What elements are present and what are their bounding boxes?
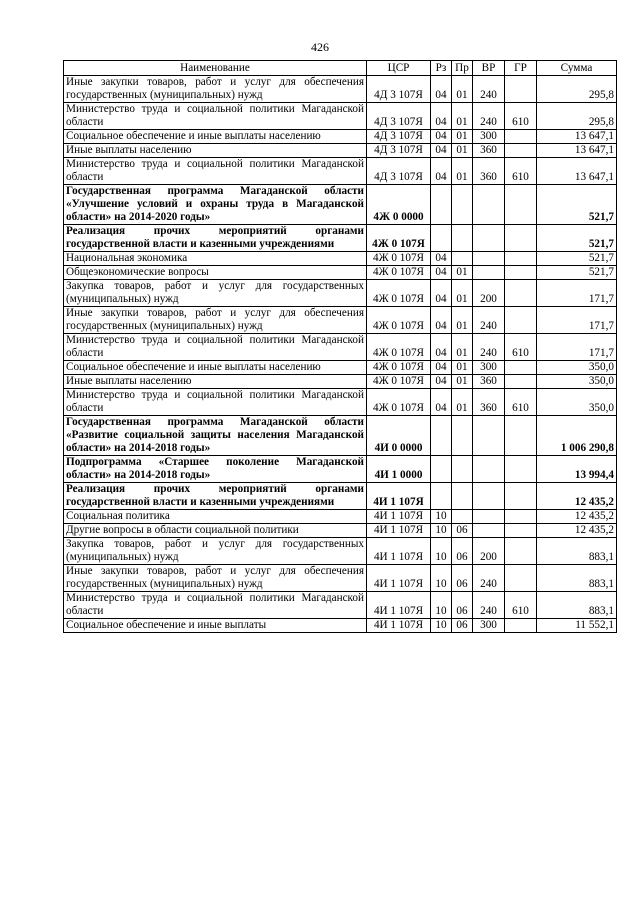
cell-rz: 04	[431, 266, 452, 280]
cell-rz: 04	[431, 158, 452, 185]
table-row	[64, 361, 617, 375]
table-row	[64, 76, 617, 103]
cell-pr: 01	[452, 307, 473, 334]
cell-name: Иные закупки товаров, работ и услуг для обеспечения государственных (муниципальных) нужд	[64, 76, 367, 103]
table-row	[64, 158, 617, 185]
cell-name: Социальное обеспечение и иные выплаты населению	[64, 361, 367, 375]
cell-rz: 04	[431, 130, 452, 144]
cell-rz: 04	[431, 252, 452, 266]
cell-name: Иные закупки товаров, работ и услуг для обеспечения государственных (муниципальных) нужд	[64, 565, 367, 592]
table-row	[64, 225, 617, 252]
cell-name: Министерство труда и социальной политики Магаданской области	[64, 389, 367, 416]
cell-sum: 521,7	[537, 266, 617, 280]
cell-name: Министерство труда и социальной политики Магаданской области	[64, 158, 367, 185]
table-row	[64, 510, 617, 524]
cell-rz: 04	[431, 76, 452, 103]
cell-gr	[505, 307, 537, 334]
cell-gr	[505, 144, 537, 158]
header-name: Наименование	[64, 61, 367, 76]
cell-name: Социальное обеспечение и иные выплаты населению	[64, 130, 367, 144]
cell-rz: 10	[431, 565, 452, 592]
header-gr: ГР	[505, 61, 537, 76]
cell-csr: 4Ж 0 107Я	[367, 361, 431, 375]
cell-vr	[473, 266, 505, 280]
cell-csr: 4Д 3 107Я	[367, 144, 431, 158]
table-row	[64, 103, 617, 130]
cell-csr: 4Ж 0 107Я	[367, 225, 431, 252]
cell-sum: 12 435,2	[537, 510, 617, 524]
cell-vr	[473, 416, 505, 456]
cell-sum: 171,7	[537, 334, 617, 361]
cell-sum: 883,1	[537, 565, 617, 592]
cell-pr: 06	[452, 565, 473, 592]
cell-csr: 4И 1 107Я	[367, 510, 431, 524]
cell-csr: 4И 1 107Я	[367, 483, 431, 510]
cell-name: Общеэкономические вопросы	[64, 266, 367, 280]
cell-gr	[505, 619, 537, 633]
cell-rz: 04	[431, 103, 452, 130]
cell-gr: 610	[505, 592, 537, 619]
cell-sum: 12 435,2	[537, 524, 617, 538]
cell-sum: 171,7	[537, 307, 617, 334]
cell-gr: 610	[505, 334, 537, 361]
table-row	[64, 280, 617, 307]
table-row	[64, 389, 617, 416]
cell-gr	[505, 185, 537, 225]
cell-sum: 350,0	[537, 389, 617, 416]
cell-csr: 4И 1 107Я	[367, 592, 431, 619]
cell-rz: 04	[431, 389, 452, 416]
table-row	[64, 334, 617, 361]
cell-pr: 01	[452, 334, 473, 361]
cell-csr: 4И 1 107Я	[367, 524, 431, 538]
cell-rz	[431, 456, 452, 483]
cell-sum: 350,0	[537, 375, 617, 389]
cell-pr: 06	[452, 538, 473, 565]
cell-csr: 4Ж 0 107Я	[367, 334, 431, 361]
cell-pr: 06	[452, 524, 473, 538]
table-row	[64, 252, 617, 266]
cell-sum: 13 647,1	[537, 130, 617, 144]
cell-rz	[431, 185, 452, 225]
cell-vr: 360	[473, 144, 505, 158]
cell-csr: 4И 1 107Я	[367, 565, 431, 592]
cell-gr	[505, 565, 537, 592]
cell-name: Другие вопросы в области социальной политики	[64, 524, 367, 538]
cell-name: Социальная политика	[64, 510, 367, 524]
cell-pr	[452, 225, 473, 252]
cell-name: Государственная программа Магаданской области «Улучшение условий и охраны труда в Магаданской области» на 2014-2020 годы»	[64, 185, 367, 225]
cell-name: Министерство труда и социальной политики Магаданской области	[64, 103, 367, 130]
cell-sum: 295,8	[537, 76, 617, 103]
cell-sum: 350,0	[537, 361, 617, 375]
cell-rz: 10	[431, 510, 452, 524]
cell-csr: 4Ж 0 107Я	[367, 389, 431, 416]
cell-rz: 04	[431, 144, 452, 158]
cell-rz: 10	[431, 524, 452, 538]
cell-csr: 4Ж 0 107Я	[367, 252, 431, 266]
cell-name: Министерство труда и социальной политики Магаданской области	[64, 334, 367, 361]
table-row	[64, 592, 617, 619]
cell-pr: 01	[452, 76, 473, 103]
cell-pr: 01	[452, 361, 473, 375]
cell-gr	[505, 538, 537, 565]
cell-pr: 01	[452, 158, 473, 185]
cell-gr	[505, 416, 537, 456]
cell-sum: 295,8	[537, 103, 617, 130]
cell-gr	[505, 361, 537, 375]
cell-pr: 01	[452, 266, 473, 280]
cell-gr	[505, 76, 537, 103]
header-sum: Сумма	[537, 61, 617, 76]
cell-name: Закупка товаров, работ и услуг для государственных (муниципальных) нужд	[64, 538, 367, 565]
cell-vr: 200	[473, 538, 505, 565]
cell-gr	[505, 225, 537, 252]
cell-vr	[473, 185, 505, 225]
cell-sum: 13 647,1	[537, 144, 617, 158]
cell-pr: 01	[452, 130, 473, 144]
cell-vr: 360	[473, 158, 505, 185]
cell-pr	[452, 456, 473, 483]
page-number: 426	[311, 40, 329, 54]
table-row	[64, 456, 617, 483]
cell-name: Закупка товаров, работ и услуг для государственных (муниципальных) нужд	[64, 280, 367, 307]
cell-sum: 13 647,1	[537, 158, 617, 185]
cell-rz	[431, 225, 452, 252]
cell-csr: 4Ж 0 107Я	[367, 307, 431, 334]
cell-vr: 300	[473, 361, 505, 375]
cell-gr	[505, 280, 537, 307]
cell-csr: 4Ж 0 107Я	[367, 266, 431, 280]
cell-rz: 04	[431, 361, 452, 375]
cell-pr	[452, 510, 473, 524]
cell-pr: 06	[452, 592, 473, 619]
table-row	[64, 565, 617, 592]
cell-rz	[431, 483, 452, 510]
cell-sum: 13 994,4	[537, 456, 617, 483]
cell-name: Социальное обеспечение и иные выплаты	[64, 619, 367, 633]
header-pr: Пр	[452, 61, 473, 76]
header-csr: ЦСР	[367, 61, 431, 76]
cell-name: Государственная программа Магаданской области «Развитие социальной защиты населения Магаданской области» на 2014-2018 годы»	[64, 416, 367, 456]
cell-pr: 01	[452, 280, 473, 307]
cell-csr: 4И 1 107Я	[367, 538, 431, 565]
cell-gr	[505, 375, 537, 389]
header-vr: ВР	[473, 61, 505, 76]
cell-pr	[452, 252, 473, 266]
cell-csr: 4И 0 0000	[367, 416, 431, 456]
cell-vr	[473, 456, 505, 483]
cell-vr: 200	[473, 280, 505, 307]
cell-vr: 240	[473, 565, 505, 592]
cell-vr: 240	[473, 592, 505, 619]
cell-rz	[431, 416, 452, 456]
cell-pr	[452, 483, 473, 510]
cell-gr	[505, 456, 537, 483]
table-row	[64, 130, 617, 144]
cell-gr: 610	[505, 389, 537, 416]
cell-sum: 521,7	[537, 185, 617, 225]
cell-name: Министерство труда и социальной политики Магаданской области	[64, 592, 367, 619]
table-row	[64, 375, 617, 389]
cell-gr: 610	[505, 158, 537, 185]
cell-gr	[505, 483, 537, 510]
cell-pr: 01	[452, 389, 473, 416]
table-row	[64, 144, 617, 158]
cell-vr	[473, 483, 505, 510]
header-rz: Рз	[431, 61, 452, 76]
cell-sum: 11 552,1	[537, 619, 617, 633]
cell-csr: 4И 1 107Я	[367, 619, 431, 633]
cell-sum: 12 435,2	[537, 483, 617, 510]
cell-sum: 171,7	[537, 280, 617, 307]
cell-vr: 240	[473, 76, 505, 103]
cell-pr: 01	[452, 375, 473, 389]
cell-csr: 4Ж 0 107Я	[367, 280, 431, 307]
cell-gr	[505, 524, 537, 538]
table-header-row	[64, 61, 617, 76]
table-row	[64, 266, 617, 280]
cell-pr	[452, 185, 473, 225]
cell-pr	[452, 416, 473, 456]
budget-table	[63, 60, 617, 633]
table-row	[64, 416, 617, 456]
table-row	[64, 619, 617, 633]
cell-name: Иные выплаты населению	[64, 144, 367, 158]
cell-rz: 10	[431, 538, 452, 565]
cell-csr: 4Д 3 107Я	[367, 130, 431, 144]
cell-gr	[505, 266, 537, 280]
cell-vr: 240	[473, 307, 505, 334]
table-row	[64, 524, 617, 538]
cell-sum: 883,1	[537, 538, 617, 565]
cell-csr: 4Ж 0 107Я	[367, 375, 431, 389]
cell-pr: 06	[452, 619, 473, 633]
cell-gr	[505, 510, 537, 524]
cell-rz: 10	[431, 592, 452, 619]
cell-pr: 01	[452, 103, 473, 130]
cell-rz: 04	[431, 375, 452, 389]
cell-csr: 4Д 3 107Я	[367, 76, 431, 103]
table-row	[64, 185, 617, 225]
cell-vr	[473, 510, 505, 524]
cell-vr: 300	[473, 130, 505, 144]
cell-vr: 360	[473, 375, 505, 389]
cell-name: Подпрограмма «Старшее поколение Магаданской области» на 2014-2018 годы»	[64, 456, 367, 483]
cell-csr: 4Д 3 107Я	[367, 158, 431, 185]
cell-rz: 10	[431, 619, 452, 633]
cell-gr: 610	[505, 103, 537, 130]
cell-gr	[505, 252, 537, 266]
cell-sum: 521,7	[537, 252, 617, 266]
table-row	[64, 483, 617, 510]
cell-name: Реализация прочих мероприятий органами государственной власти и казенными учреждениями	[64, 225, 367, 252]
cell-vr: 300	[473, 619, 505, 633]
cell-vr	[473, 225, 505, 252]
cell-rz: 04	[431, 307, 452, 334]
cell-vr: 360	[473, 389, 505, 416]
cell-vr: 240	[473, 103, 505, 130]
cell-name: Иные закупки товаров, работ и услуг для обеспечения государственных (муниципальных) нужд	[64, 307, 367, 334]
cell-name: Иные выплаты населению	[64, 375, 367, 389]
cell-gr	[505, 130, 537, 144]
cell-sum: 1 006 290,8	[537, 416, 617, 456]
cell-name: Реализация прочих мероприятий органами государственной власти и казенными учреждениями	[64, 483, 367, 510]
cell-csr: 4Ж 0 0000	[367, 185, 431, 225]
cell-name: Национальная экономика	[64, 252, 367, 266]
cell-vr	[473, 524, 505, 538]
table-row	[64, 538, 617, 565]
cell-sum: 883,1	[537, 592, 617, 619]
cell-csr: 4И 1 0000	[367, 456, 431, 483]
cell-vr	[473, 252, 505, 266]
cell-vr: 240	[473, 334, 505, 361]
cell-sum: 521,7	[537, 225, 617, 252]
cell-rz: 04	[431, 280, 452, 307]
cell-csr: 4Д 3 107Я	[367, 103, 431, 130]
table-row	[64, 307, 617, 334]
cell-rz: 04	[431, 334, 452, 361]
cell-pr: 01	[452, 144, 473, 158]
